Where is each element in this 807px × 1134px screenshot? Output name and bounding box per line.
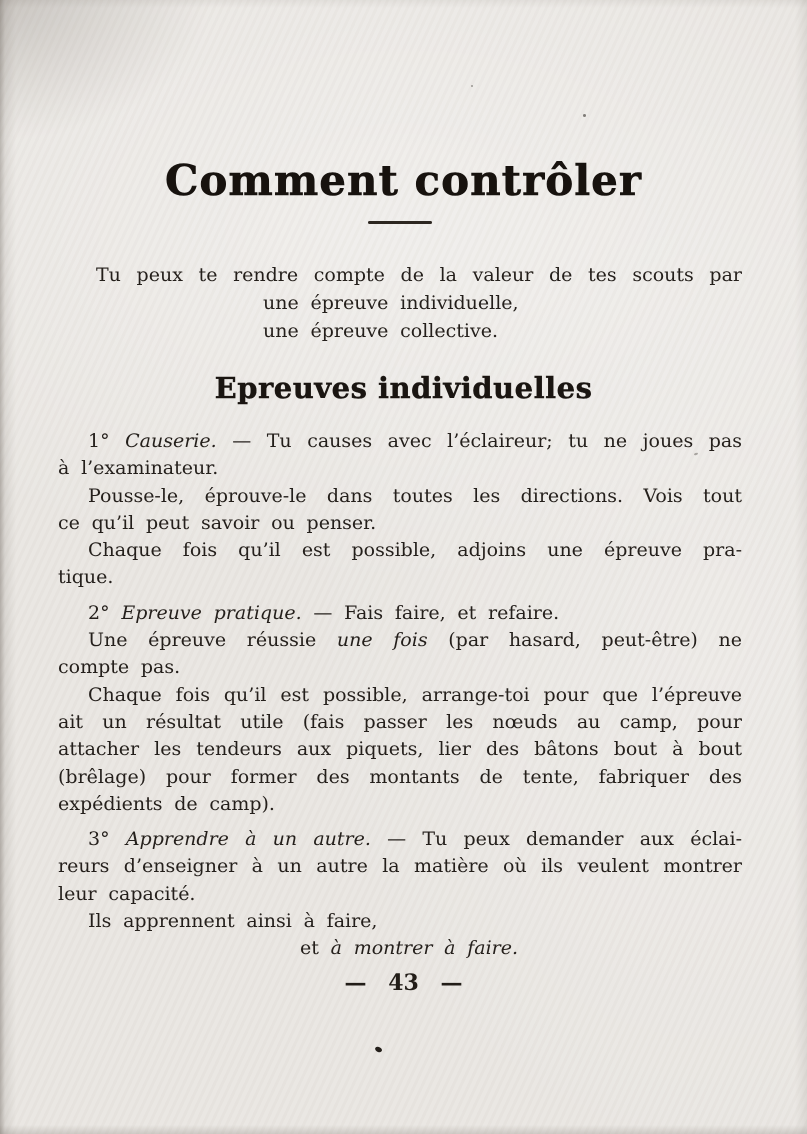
text-line: Chaque fois qu’il est possible, arrange-toi pour que l’épreuve (88, 683, 742, 706)
intro-paragraph (58, 261, 742, 345)
body-text (58, 428, 742, 963)
text-line (58, 428, 742, 455)
paragraph-1-causerie (58, 428, 742, 592)
text-line (58, 627, 742, 654)
text-line (58, 826, 742, 853)
page-number: — 43 — (344, 970, 463, 996)
text-segment: — Tu causes avec l’éclaireur; tu ne joues pas (216, 430, 742, 452)
italic-segment: une fois (336, 629, 428, 652)
text-line: leur capacité. (58, 882, 196, 905)
item-number: 2° (88, 601, 122, 624)
text-line: Chaque fois qu’il est possible, adjoins une épreuve pra- (88, 539, 742, 562)
page-title: Comment contrôler (164, 156, 643, 205)
text-line: une épreuve collective. (263, 320, 498, 342)
text-line: reurs d’enseigner à un autre la matière où ils veulent montrer (58, 855, 742, 878)
italic-segment: Causerie. (125, 430, 217, 452)
text-line: attacher les tendeurs aux piquets, lier des bâtons bout à bout (58, 738, 742, 761)
ink-speck (374, 1045, 383, 1053)
paragraph-3-apprendre (58, 826, 742, 962)
text-line: expédients de camp). (58, 792, 275, 815)
text-segment: et (300, 937, 331, 960)
text-line: Ils apprennent ainsi à faire, (88, 910, 378, 933)
text-line: à l’examinateur. (58, 457, 219, 480)
text-line: (brêlage) pour former des montants de tente, fabriquer des (58, 765, 742, 788)
section-heading: Epreuves individuelles (214, 371, 593, 405)
text-line: Tu peux te rendre compte de la valeur de tes scouts par (96, 264, 742, 286)
title-rule (368, 221, 432, 224)
text-line: ait un résultat utile (fais passer les nœuds au camp, pour (58, 710, 742, 733)
italic-segment: Apprendre à un autre. (125, 828, 371, 851)
text-line: compte pas. (58, 656, 181, 679)
italic-segment: Epreuve pratique. (121, 601, 302, 624)
text-line: une épreuve individuelle, (263, 292, 519, 314)
text-segment: (par hasard, peut-être) ne (427, 629, 743, 652)
text-line (300, 935, 742, 962)
paragraph-2-epreuve-pratique (58, 600, 742, 818)
item-number: 1° (88, 430, 126, 452)
ink-speck (583, 114, 586, 117)
text-segment: — Tu peux demander aux éclai- (370, 828, 743, 851)
text-line: ce qu’il peut savoir ou penser. (58, 511, 377, 534)
text-line: Pousse-le, éprouve-le dans toutes les directions. Vois tout (88, 484, 742, 507)
text-line (58, 600, 742, 627)
text-line: tique. (58, 566, 114, 589)
italic-segment: à montrer à faire. (330, 937, 519, 960)
text-segment: — Fais faire, et refaire. (301, 601, 560, 624)
ink-speck (471, 85, 473, 87)
text-segment: Une épreuve réussie (88, 629, 337, 652)
item-number: 3° (88, 828, 126, 851)
